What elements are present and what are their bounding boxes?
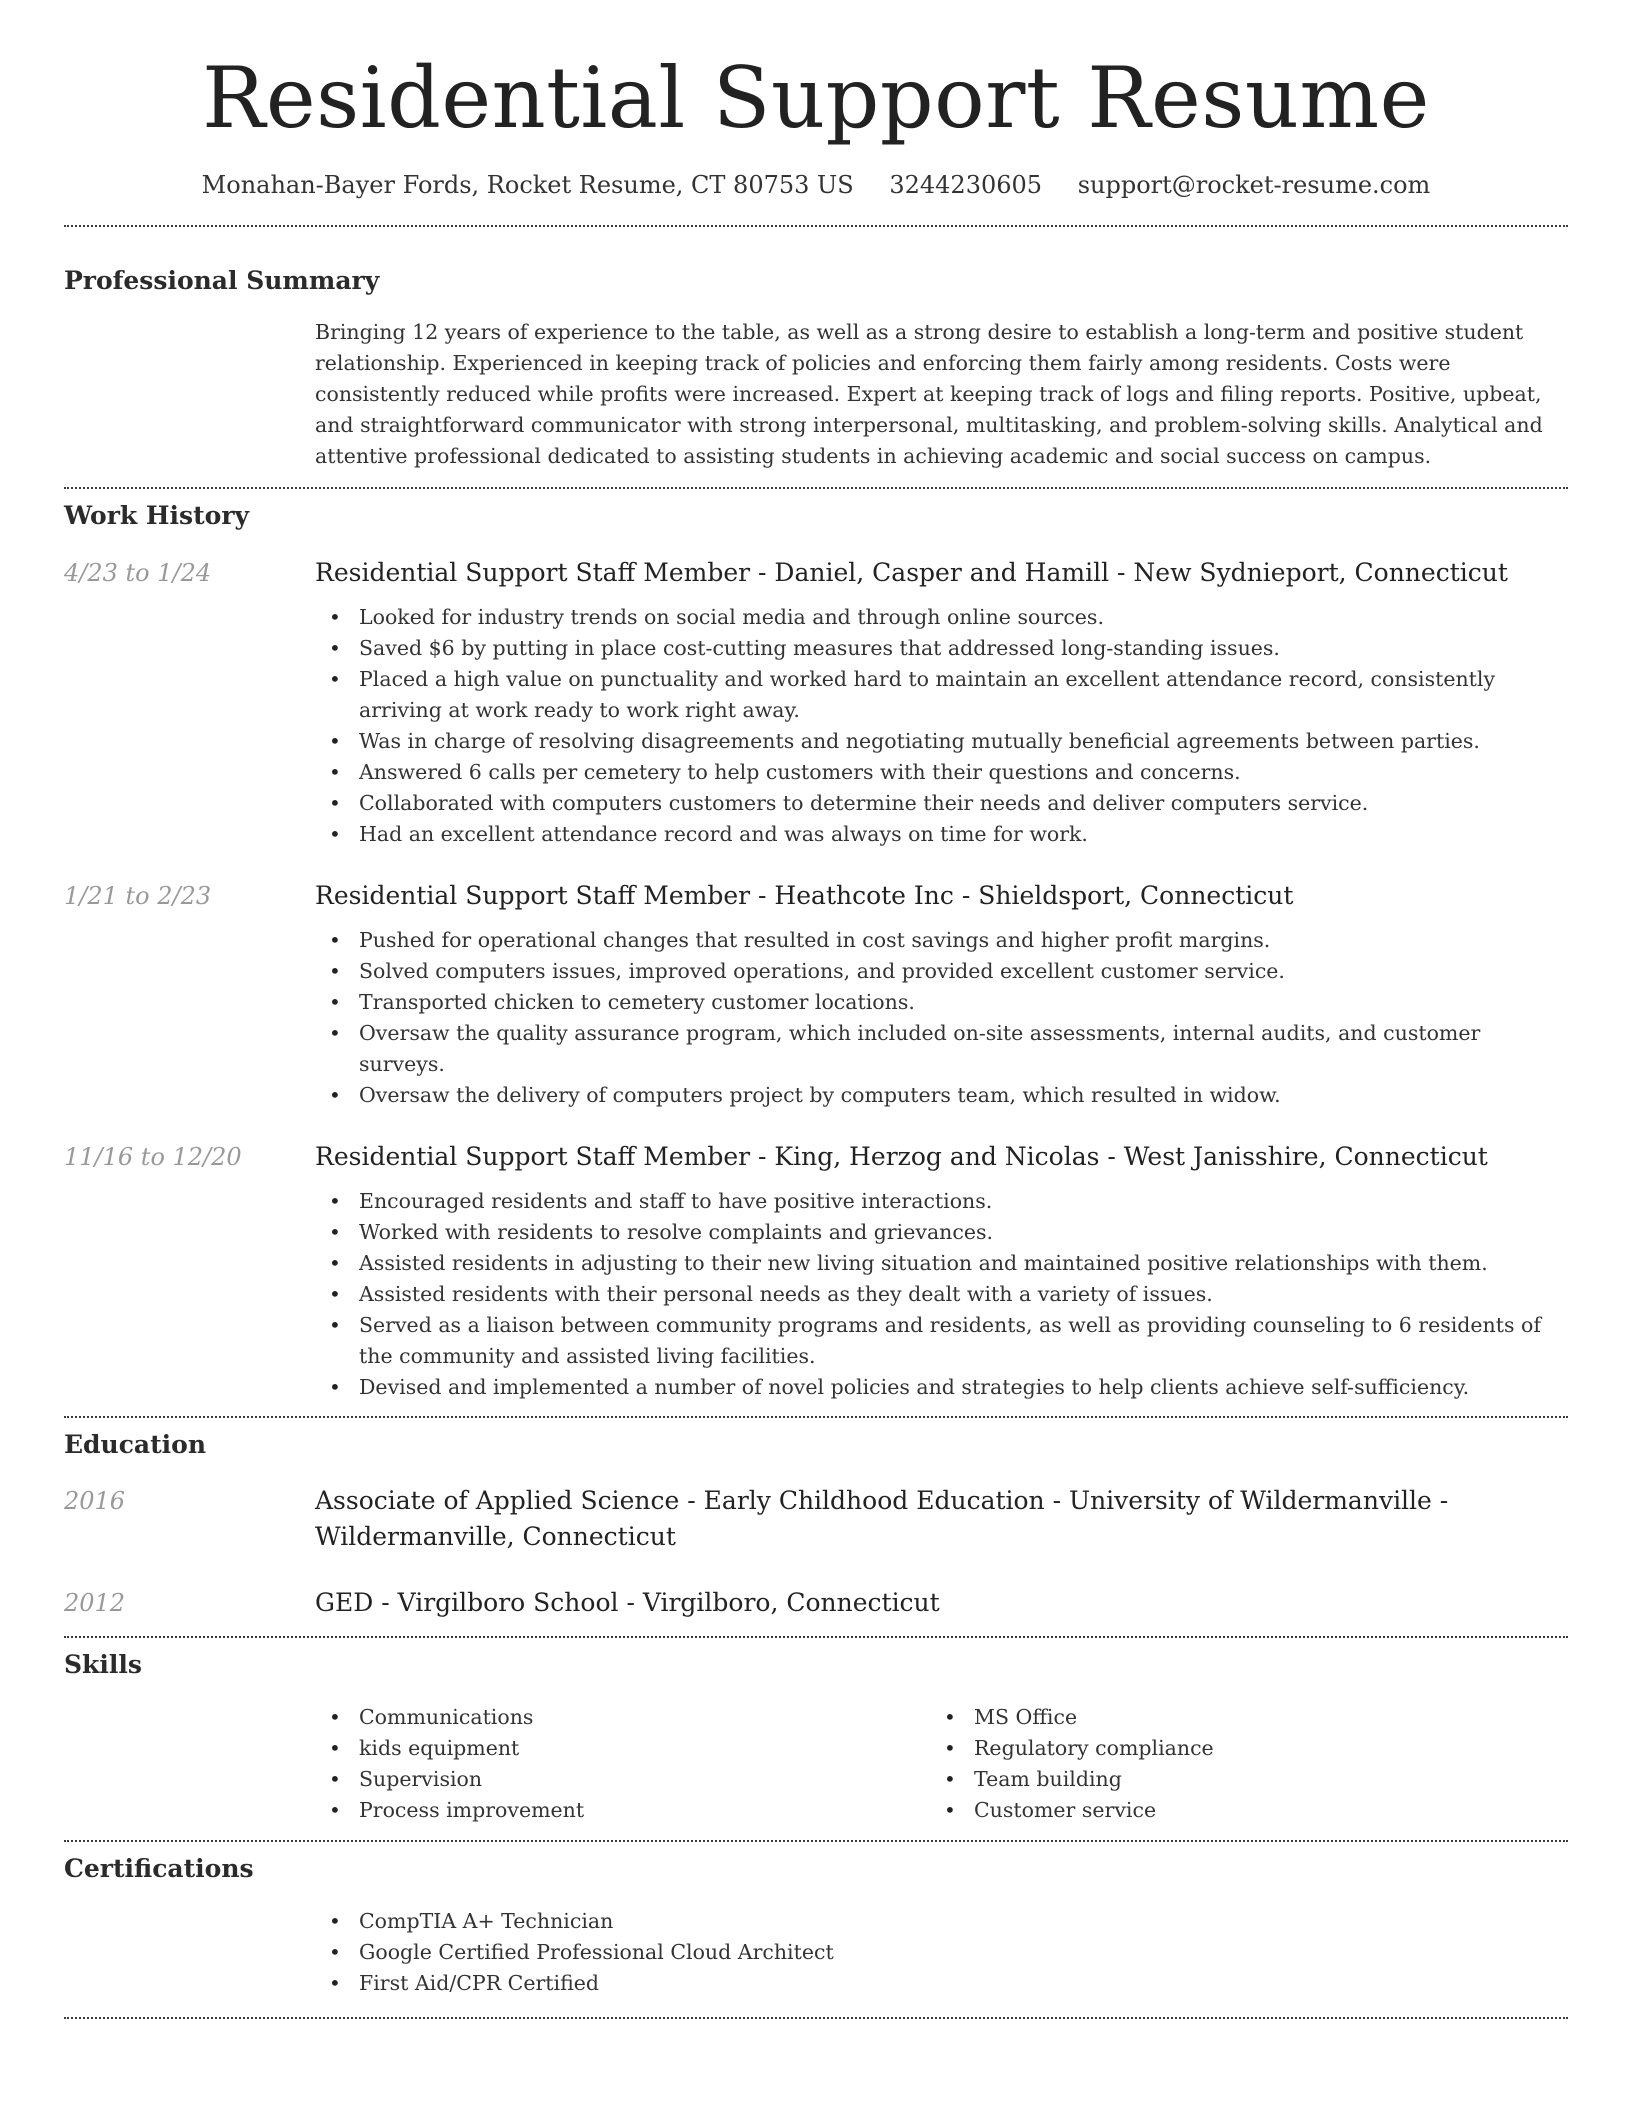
list-item: • CompTIA A+ Technician [315,1906,1568,1937]
list-item: • Solved computers issues, improved operations, and provided excellent customer service. [315,956,1568,987]
certifications-section [64,1853,1568,1999]
education-title: Associate of Applied Science - Early Childhood Education - University of Wildermanville - Wildermanville, Connecticut [315,1485,1449,1551]
job-title: Residential Support Staff Member - Daniel, Casper and Hamill - New Sydnieport, Connecticut [315,557,1508,587]
education-year: 2016 [64,1486,126,1515]
list-item: • Customer service [930,1795,1545,1826]
list-item: • Devised and implemented a number of novel policies and strategies to help clients achieve self-sufficiency. [315,1372,1568,1403]
divider [64,1840,1568,1842]
list-item: • Assisted residents in adjusting to their new living situation and maintained positive relationships with them. [315,1248,1568,1279]
list-item: • Worked with residents to resolve complaints and grievances. [315,1217,1568,1248]
list-item: • Oversaw the delivery of computers project by computers team, which resulted in widow. [315,1080,1568,1111]
job-entry [64,878,1568,1111]
list-item: • Served as a liaison between community programs and residents, as well as providing counseling to 6 residents of the community and assisted living facilities. [315,1310,1568,1372]
job-dates: 1/21 to 2/23 [64,881,212,910]
professional-summary-section [64,265,1568,472]
job-bullets [315,602,1568,850]
section-heading: Professional Summary [64,265,380,295]
section-heading: Skills [64,1649,142,1679]
education-year: 2012 [64,1588,126,1617]
skills-section [64,1649,1568,1826]
divider [64,2017,1568,2019]
contact-email: support@rocket-resume.com [1077,170,1431,199]
contact-line [64,169,1568,201]
list-item: • Communications [315,1702,930,1733]
job-dates: 4/23 to 1/24 [64,558,212,587]
list-item: • Was in charge of resolving disagreements and negotiating mutually beneficial agreements between parties. [315,726,1568,757]
list-item: • Transported chicken to cemetery customer locations. [315,987,1568,1018]
list-item: • Team building [930,1764,1545,1795]
job-entry [64,1139,1568,1403]
list-item: • Supervision [315,1764,930,1795]
education-title: GED - Virgilboro School - Virgilboro, Connecticut [315,1587,940,1617]
job-entry [64,555,1568,850]
list-item: • Looked for industry trends on social media and through online sources. [315,602,1568,633]
section-heading: Certifications [64,1853,254,1883]
contact-phone: 3244230605 [889,170,1043,199]
section-heading: Work History [64,500,250,530]
divider [64,1636,1568,1638]
contact-address: Monahan-Bayer Fords, Rocket Resume, CT 80753 US [201,170,854,199]
summary-text: Bringing 12 years of experience to the table, as well as a strong desire to establish a long-term and positive student relationship. Experienced in keeping track of policies and enforcing them fairly among residents. Costs were consistently reduced while profits were increased. Expert at keeping track of logs and filing reports. Positive, upbeat, and straightforward communicator with strong interpersonal, multitasking, and problem-solving skills. Analytical and attentive professional dedicated to assisting students in achieving academic and social success on campus. [315,319,1543,468]
job-bullets [315,925,1568,1111]
education-section [64,1429,1568,1621]
list-item: • Assisted residents with their personal needs as they dealt with a variety of issues. [315,1279,1568,1310]
job-bullets [315,1186,1568,1403]
list-item: • MS Office [930,1702,1545,1733]
skills-list-right [930,1702,1545,1826]
list-item: • Encouraged residents and staff to have positive interactions. [315,1186,1568,1217]
list-item: • kids equipment [315,1733,930,1764]
list-item: • Google Certified Professional Cloud Architect [315,1937,1568,1968]
divider [64,1416,1568,1418]
job-dates: 11/16 to 12/20 [64,1142,242,1171]
list-item: • Placed a high value on punctuality and worked hard to maintain an excellent attendance record, consistently arriving at work ready to work right away. [315,664,1568,726]
skills-grid [315,1702,1568,1826]
resume-title: Residential Support Resume [202,49,1430,147]
job-title: Residential Support Staff Member - King, Herzog and Nicolas - West Janisshire, Connecticut [315,1141,1488,1171]
section-heading: Education [64,1429,207,1459]
list-item: • Pushed for operational changes that resulted in cost savings and higher profit margins. [315,925,1568,956]
list-item: • First Aid/CPR Certified [315,1968,1568,1999]
divider [64,225,1568,227]
job-title: Residential Support Staff Member - Heathcote Inc - Shieldsport, Connecticut [315,880,1294,910]
education-entry [64,1483,1568,1555]
education-entry [64,1585,1568,1621]
list-item: • Process improvement [315,1795,930,1826]
list-item: • Regulatory compliance [930,1733,1545,1764]
list-item: • Oversaw the quality assurance program, which included on-site assessments, internal audits, and customer surveys. [315,1018,1568,1080]
list-item: • Answered 6 calls per cemetery to help customers with their questions and concerns. [315,757,1568,788]
list-item: • Saved $6 by putting in place cost-cutting measures that addressed long-standing issues. [315,633,1568,664]
list-item: • Collaborated with computers customers to determine their needs and deliver computers service. [315,788,1568,819]
certifications-list [315,1906,1568,1999]
divider [64,487,1568,489]
skills-list-left [315,1702,930,1826]
list-item: • Had an excellent attendance record and was always on time for work. [315,819,1568,850]
work-history-section [64,500,1568,1403]
